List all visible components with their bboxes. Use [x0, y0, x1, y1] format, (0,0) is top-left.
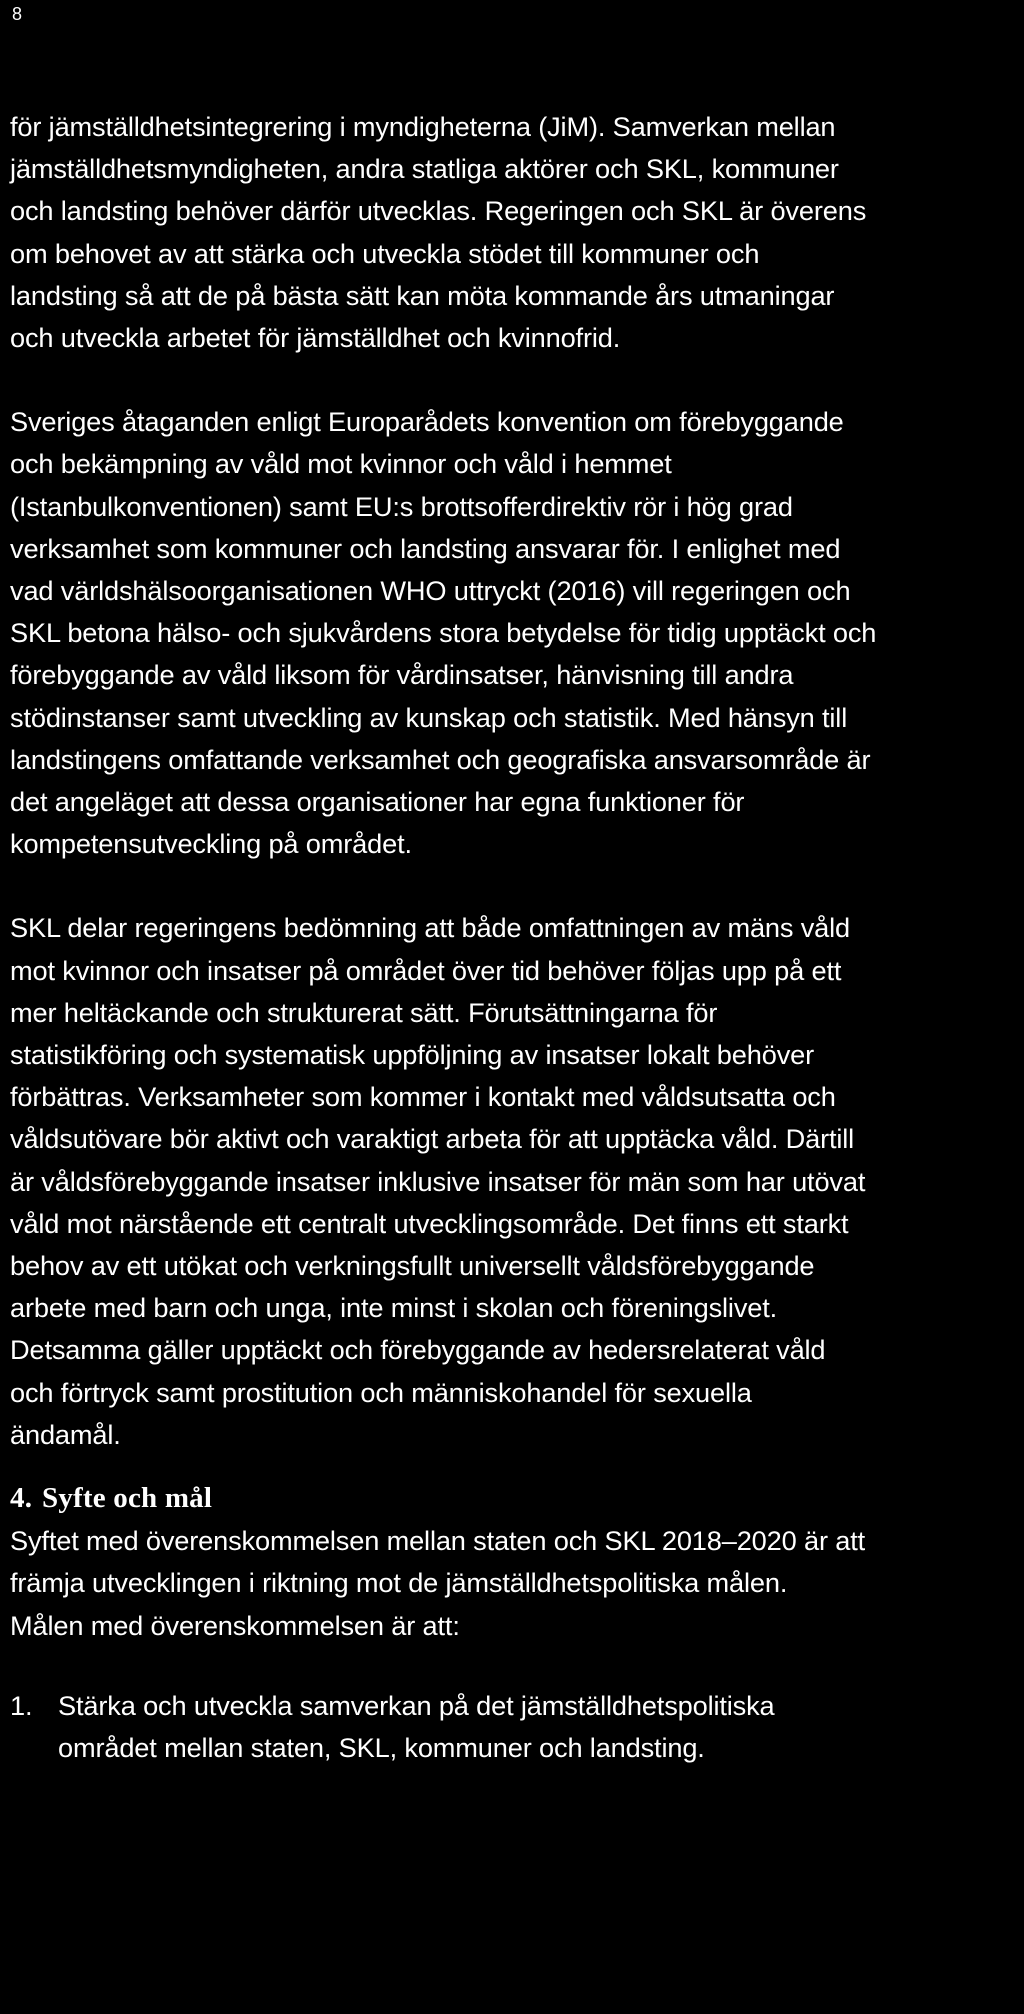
goals-list — [10, 1685, 1020, 1769]
text-line: och förtryck samt prostitution och människohandel för sexuella — [10, 1376, 752, 1408]
paragraph-spacer — [10, 359, 1020, 401]
section-intro — [10, 1520, 1020, 1647]
paragraph-2 — [10, 401, 1020, 865]
text-line: Detsamma gäller upptäckt och förebyggande av hedersrelaterat våld — [10, 1334, 826, 1366]
text-line: Stärka och utveckla samverkan på det jämställdhetspolitiska — [58, 1689, 775, 1721]
text-line: mot kvinnor och insatser på området över tid behöver följas upp på ett — [10, 954, 842, 986]
text-line: området mellan staten, SKL, kommuner och landsting. — [58, 1731, 705, 1763]
text-line: verksamhet som kommuner och landsting ansvarar för. I enlighet med — [10, 532, 841, 564]
text-line: SKL delar regeringens bedömning att både omfattningen av mäns våld — [10, 912, 851, 944]
paragraph-spacer — [10, 1647, 1020, 1685]
text-line: arbete med barn och unga, inte minst i skolan och föreningslivet. — [10, 1292, 778, 1324]
text-line: ändamål. — [10, 1418, 121, 1450]
text-line: Målen med överenskommelsen är att: — [10, 1609, 460, 1641]
text-line: och bekämpning av våld mot kvinnor och våld i hemmet — [10, 448, 672, 480]
text-line: förebyggande av våld liksom för vårdinsatser, hänvisning till andra — [10, 659, 794, 691]
paragraph-3 — [10, 907, 1020, 1456]
text-line: är våldsförebyggande insatser inklusive insatser för män som har utövat — [10, 1165, 866, 1197]
text-line: om behovet av att stärka och utveckla stödet till kommuner och — [10, 237, 760, 269]
text-line: Sveriges åtaganden enligt Europarådets konvention om förebyggande — [10, 406, 844, 438]
text-line: behov av ett utökat och verkningsfullt universellt våldsförebyggande — [10, 1250, 815, 1282]
text-line: våld mot närstående ett centralt utvecklingsområde. Det finns ett starkt — [10, 1207, 849, 1239]
paragraph-1 — [10, 106, 1020, 359]
text-line: (Istanbulkonventionen) samt EU:s brottsofferdirektiv rör i hög grad — [10, 490, 793, 522]
paragraph-spacer — [10, 865, 1020, 907]
text-line: statistikföring och systematisk uppföljning av insatser lokalt behöver — [10, 1039, 815, 1071]
text-line: vad världshälsoorganisationen WHO uttryckt (2016) vill regeringen och — [10, 575, 851, 607]
section-heading — [10, 1456, 1020, 1520]
text-line: jämställdhetsmyndigheten, andra statliga aktörer och SKL, kommuner — [10, 153, 839, 185]
document-body — [10, 106, 1020, 1769]
text-line: SKL betona hälso- och sjukvårdens stora betydelse för tidig upptäckt och — [10, 617, 877, 649]
text-line: det angeläget att dessa organisationer har egna funktioner för — [10, 786, 745, 818]
text-line: och landsting behöver därför utvecklas. Regeringen och SKL är överens — [10, 195, 867, 227]
section-number: 4. — [10, 1482, 33, 1515]
text-line: kompetensutveckling på området. — [10, 828, 412, 860]
text-line: stödinstanser samt utveckling av kunskap och statistik. Med hänsyn till — [10, 701, 848, 733]
text-line: främja utvecklingen i riktning mot de jämställdhetspolitiska målen. — [10, 1567, 788, 1599]
text-line: Syftet med överenskommelsen mellan staten och SKL 2018–2020 är att — [10, 1525, 866, 1557]
text-line: mer heltäckande och strukturerat sätt. Förutsättningarna för — [10, 996, 718, 1028]
page-number: 8 — [12, 4, 23, 24]
text-line: landstingens omfattande verksamhet och geografiska ansvarsområde är — [10, 743, 871, 775]
text-line: landsting så att de på bästa sätt kan möta kommande års utmaningar — [10, 279, 835, 311]
section-title: Syfte och mål — [42, 1482, 213, 1515]
text-line: förbättras. Verksamheter som kommer i kontakt med våldsutsatta och — [10, 1081, 836, 1113]
list-item — [10, 1685, 1020, 1769]
text-line: för jämställdhetsintegrering i myndigheterna (JiM). Samverkan mellan — [10, 111, 836, 142]
text-line: och utveckla arbetet för jämställdhet och kvinnofrid. — [10, 322, 621, 354]
list-marker: 1. — [10, 1689, 33, 1721]
text-line: våldsutövare bör aktivt och varaktigt arbeta för att upptäcka våld. Därtill — [10, 1123, 855, 1155]
